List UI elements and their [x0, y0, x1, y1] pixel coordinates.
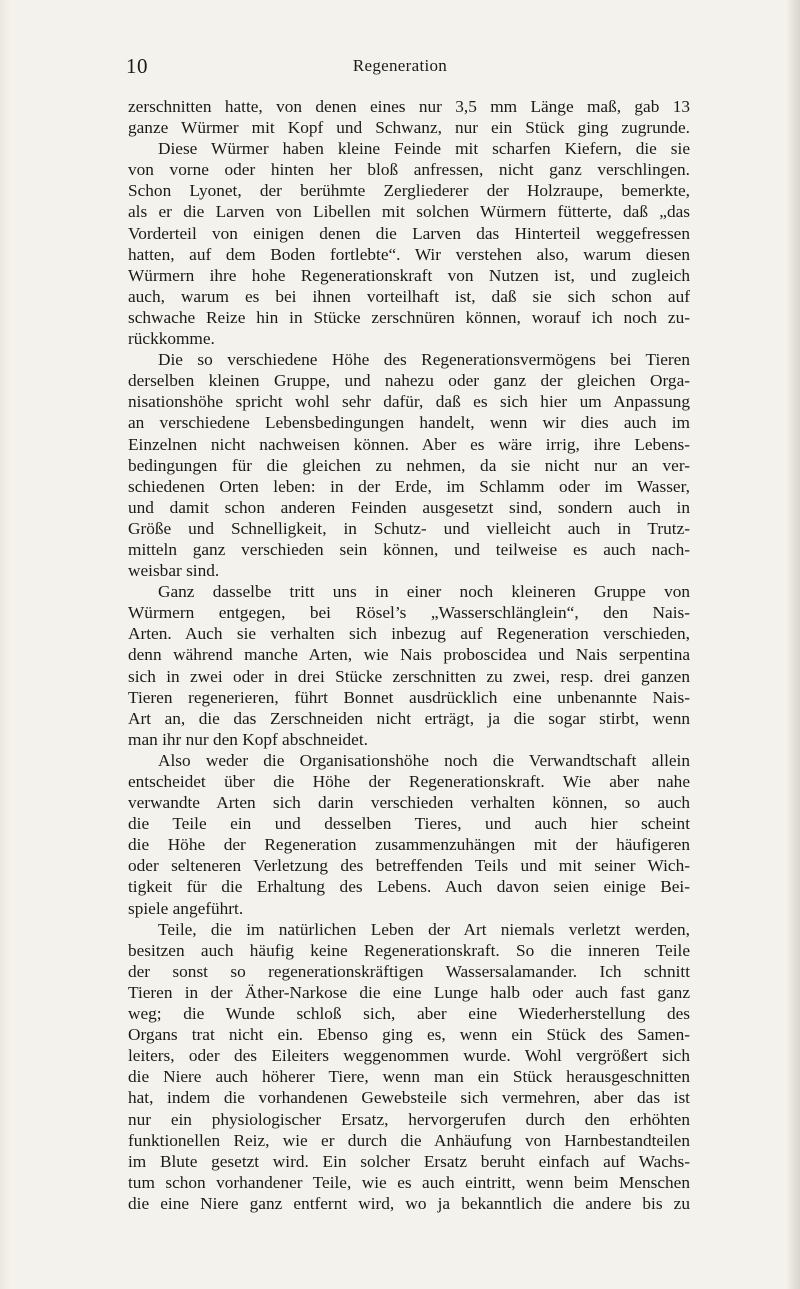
running-title: Regeneration: [352, 56, 448, 75]
text-line: ganze Würmer mit Kopf und Schwanz, nur ein Stück ging zugrunde.: [128, 118, 690, 138]
text-line: die Teile ein und desselben Tieres, und auch hier scheint: [128, 814, 690, 834]
text-line: bedingungen für die gleichen zu nehmen, da sie nicht nur an ver-: [128, 455, 690, 475]
text-line: oder selteneren Verletzung des betreffenden Teils und mit seiner Wich-: [128, 856, 690, 876]
text-line: rückkomme.: [128, 329, 215, 349]
text-line: von vorne oder hinten her bloß anfressen, nicht ganz verschlingen.: [128, 160, 690, 180]
text-line: Art an, die das Zerschneiden nicht erträgt, ja die sogar stirbt, wenn: [128, 708, 690, 728]
text-line: sich in zwei oder in drei Stücke zerschnitten zu zwei, resp. drei ganzen: [128, 666, 690, 686]
text-line: man ihr nur den Kopf abschneidet.: [128, 729, 368, 749]
text-line: an verschiedene Lebensbedingungen handelt, wenn wir dies auch im: [128, 413, 690, 433]
text-line: als er die Larven von Libellen mit solchen Würmern fütterte, daß „das: [128, 202, 690, 222]
text-line: die eine Niere ganz entfernt wird, wo ja bekanntlich die andere bis zu: [128, 1193, 690, 1213]
page-number: 10: [126, 54, 148, 78]
text-line: schwache Reize hin in Stücke zerschnüren können, worauf ich noch zu-: [128, 307, 690, 327]
text-line: leiters, oder des Eileiters weggenommen wurde. Wohl vergrößert sich: [128, 1046, 690, 1066]
text-line: Tieren regenerieren, führt Bonnet ausdrücklich eine unbenannte Nais-: [128, 687, 690, 707]
text-line: mitteln ganz verschieden sein können, und teilweise es auch nach-: [128, 539, 690, 559]
text-line: weg; die Wunde schloß sich, aber eine Wiederherstellung des: [128, 1004, 690, 1024]
text-line: derselben kleinen Gruppe, und nahezu oder ganz der gleichen Orga-: [128, 371, 690, 391]
text-line: nur ein physiologischer Ersatz, hervorgerufen durch den erhöhten: [128, 1109, 690, 1129]
text-line: spiele angeführt.: [128, 898, 244, 918]
text-line: Diese Würmer haben kleine Feinde mit scharfen Kiefern, die sie: [158, 139, 690, 159]
body-text: [128, 96, 690, 1214]
page-left-edge: [0, 0, 10, 1289]
text-line: Arten. Auch sie verhalten sich inbezug auf Regeneration verschieden,: [128, 624, 690, 644]
text-line: Würmern ihre hohe Regenerationskraft von Nutzen ist, und zugleich: [128, 265, 690, 285]
text-line: Ganz dasselbe tritt uns in einer noch kleineren Gruppe von: [158, 582, 690, 602]
text-line: Organs trat nicht ein. Ebenso ging es, wenn ein Stück des Samen-: [128, 1025, 690, 1045]
text-line: tum schon vorhandener Teile, wie es auch eintritt, wenn beim Menschen: [128, 1172, 690, 1192]
text-line: Tieren in der Äther-Narkose die eine Lunge halb oder auch fast ganz: [128, 982, 690, 1002]
text-line: besitzen auch häufig keine Regenerationskraft. So die inneren Teile: [128, 940, 690, 960]
text-line: die Höhe der Regeneration zusammenzuhängen mit der häufigeren: [128, 835, 690, 855]
text-line: weisbar sind.: [128, 561, 220, 581]
text-line: im Blute gesetzt wird. Ein solcher Ersatz beruht einfach auf Wachs-: [128, 1151, 690, 1171]
page-right-edge: [786, 0, 800, 1289]
text-line: Die so verschiedene Höhe des Regenerationsvermögens bei Tieren: [158, 350, 690, 370]
text-line: tigkeit für die Erhaltung des Lebens. Auch davon seien einige Bei-: [128, 877, 690, 897]
text-line: Schon Lyonet, der berühmte Zergliederer der Holzraupe, bemerkte,: [128, 181, 690, 201]
text-line: funktionellen Reiz, wie er durch die Anhäufung von Harnbestandteilen: [128, 1130, 690, 1150]
text-line: nisationshöhe spricht wohl sehr dafür, daß es sich hier um Anpassung: [128, 392, 690, 412]
text-line: Größe und Schnelligkeit, in Schutz- und vielleicht auch in Trutz-: [128, 518, 690, 538]
text-line: hat, indem die vorhandenen Gewebsteile sich vermehren, aber das ist: [128, 1088, 690, 1108]
page-header: [0, 54, 800, 84]
text-line: Also weder die Organisationshöhe noch die Verwandtschaft allein: [158, 750, 690, 770]
text-line: zerschnitten hatte, von denen eines nur 3,5 mm Länge maß, gab 13: [128, 97, 690, 116]
text-line: der sonst so regenerationskräftigen Wassersalamander. Ich schnitt: [128, 961, 690, 981]
text-line: denn während manche Arten, wie Nais proboscidea und Nais serpentina: [128, 645, 690, 665]
text-line: die Niere auch höherer Tiere, wenn man ein Stück herausgeschnitten: [128, 1067, 690, 1087]
text-line: Einzelnen nicht nachweisen können. Aber es wäre irrig, ihre Lebens-: [128, 434, 690, 454]
text-line: hatten, auf dem Boden fortlebte“. Wir verstehen also, warum diesen: [128, 244, 690, 264]
text-line: verwandte Arten sich darin verschieden verhalten können, so auch: [128, 793, 690, 813]
text-line: Würmern entgegen, bei Rösel’s „Wasserschlänglein“, den Nais-: [128, 603, 690, 623]
text-line: auch, warum es bei ihnen vorteilhaft ist, daß sie sich schon auf: [128, 286, 690, 306]
text-line: Teile, die im natürlichen Leben der Art niemals verletzt werden,: [158, 919, 690, 939]
text-line: Vorderteil von einigen denen die Larven das Hinterteil weggefressen: [128, 223, 690, 243]
text-line: schiedenen Orten leben: in der Erde, im Schlamm oder im Wasser,: [128, 476, 690, 496]
text-line: und damit schon anderen Feinden ausgesetzt sind, sondern auch in: [128, 497, 690, 517]
text-line: entscheidet über die Höhe der Regenerationskraft. Wie aber nahe: [128, 772, 690, 791]
